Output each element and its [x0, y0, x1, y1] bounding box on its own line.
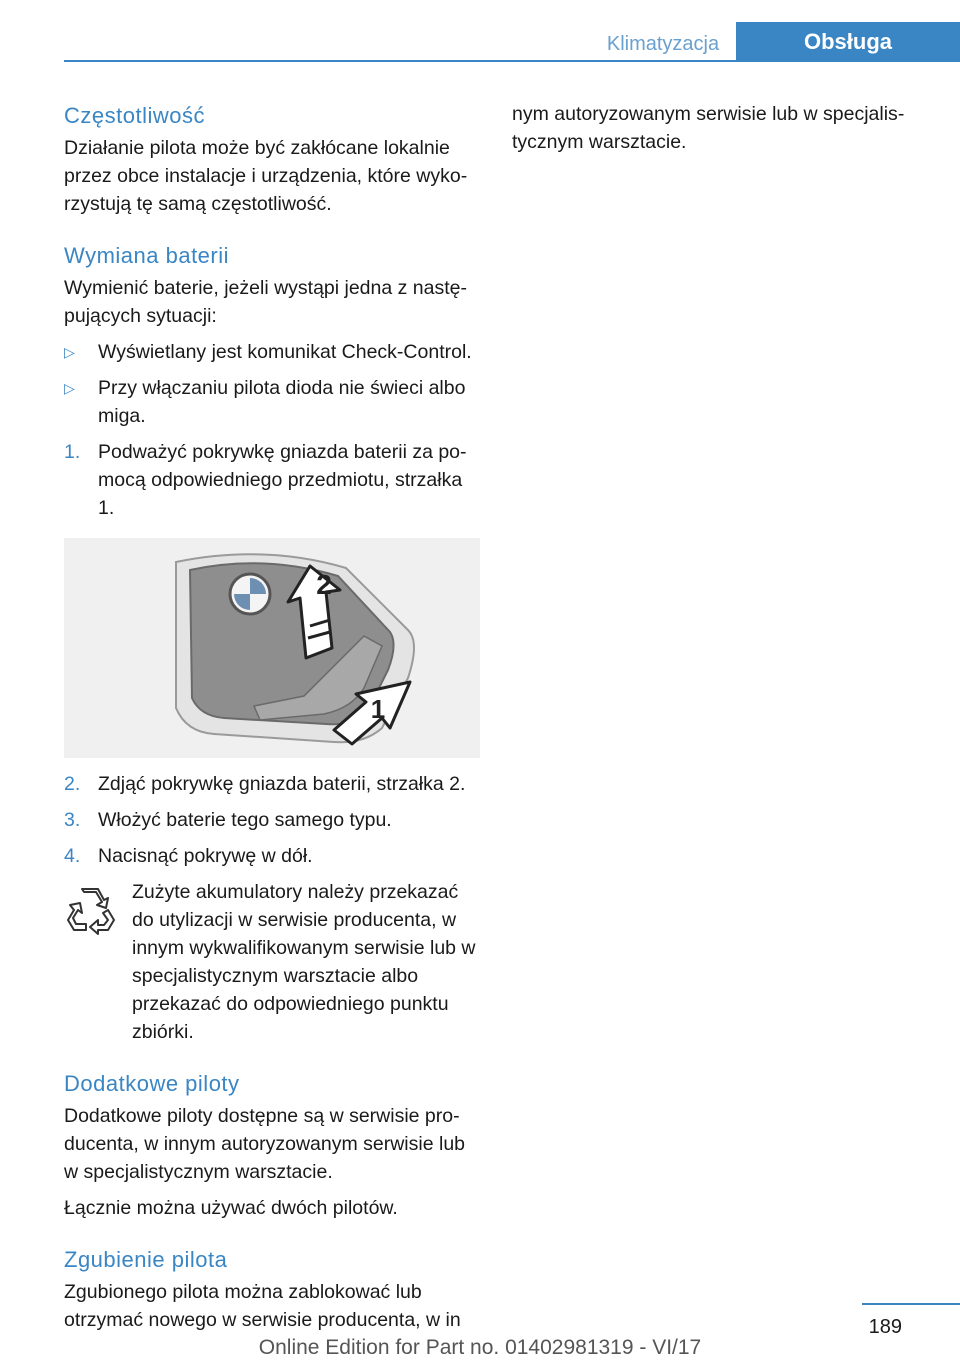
section-battery-replacement: [64, 240, 480, 1046]
bullet-list: [64, 338, 480, 430]
list-item: 1. Podważyć pokrywkę gniazda baterii za pomocą odpowiedniego przedmiotu, strzałka 1.: [64, 438, 480, 522]
section-additional-remotes: [64, 1068, 480, 1222]
section-title: Wymiana baterii: [64, 243, 230, 268]
paragraph: nym autoryzowanym serwisie lub w specjalistycznym warsztacie.: [512, 103, 905, 153]
edition-watermark: Online Edition for Part no. 01402981319 - VI/17: [258, 1336, 702, 1359]
tab-chapter-obsluga[interactable]: Obsługa: [736, 22, 960, 62]
step-number: 3.: [64, 809, 81, 831]
recycle-note: [64, 878, 480, 1046]
steps-list: [64, 770, 480, 870]
section-title: Dodatkowe piloty: [64, 1071, 240, 1096]
page-number: 189: [868, 1316, 902, 1338]
right-column: [512, 100, 928, 164]
section-title: Zgubienie pilota: [64, 1247, 228, 1272]
recycle-icon: [64, 884, 116, 936]
paragraph: Działanie pilota może być zakłócane lokalnie przez obce instalacje i urządzenia, które wykorzystują tę samą częstotliwość.: [64, 137, 468, 215]
step-number: 2.: [64, 773, 81, 795]
triangle-bullet-icon: ▷: [64, 380, 75, 396]
list-item: 4. Nacisnąć pokrywę w dół.: [64, 842, 480, 870]
list-item: 2. Zdjąć pokrywkę gniazda baterii, strzałka 2.: [64, 770, 480, 798]
section-frequency: [64, 100, 480, 218]
arrow-label-1: 1: [370, 694, 386, 724]
list-item: 3. Włożyć baterie tego samego typu.: [64, 806, 480, 834]
step-number: 1.: [64, 441, 81, 463]
left-column: [64, 100, 480, 1342]
arrow-label-2: 2: [316, 569, 332, 600]
footer-rule: [862, 1303, 960, 1305]
key-battery-figure: [64, 538, 480, 758]
recycle-text: Zużyte akumulatory należy przekazać do utylizacji w serwisie producenta, w innym wykwalifikowanym serwisie lub w specjalistycznym warsztacie albo przekazać do odpowiedniego punktu zbiórki.: [132, 881, 476, 1043]
paragraph: Wymienić baterie, jeżeli wystąpi jedna z następujących sytuacji:: [64, 277, 468, 327]
paragraph: Zgubionego pilota można zablokować lub otrzymać nowego w serwisie producenta, w in: [64, 1281, 461, 1331]
tab-section-klimatyzacja[interactable]: Klimatyzacja: [606, 33, 720, 55]
key-fob-illustration: [64, 538, 480, 758]
triangle-bullet-icon: ▷: [64, 344, 75, 360]
list-item: ▷ Przy włączaniu pilota dioda nie świeci albo miga.: [64, 374, 480, 430]
section-lost-remote: [64, 1244, 480, 1334]
list-item: ▷ Wyświetlany jest komunikat Check-Control.: [64, 338, 480, 366]
section-title: Częstotliwość: [64, 103, 205, 128]
paragraph: Dodatkowe piloty dostępne są w serwisie producenta, w innym autoryzowanym serwisie lub w specjalistycznym warsztacie.: [64, 1105, 466, 1183]
steps-list: [64, 438, 480, 522]
step-number: 4.: [64, 845, 81, 867]
paragraph: Łącznie można używać dwóch pilotów.: [64, 1197, 398, 1219]
